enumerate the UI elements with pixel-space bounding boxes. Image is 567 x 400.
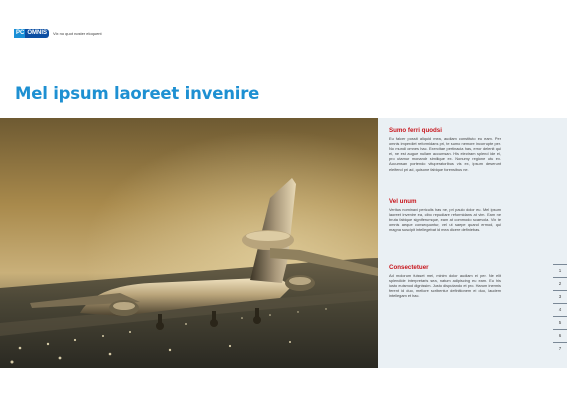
logo-mark-left: PC [16,30,25,36]
section-body: Ad molorum fuisset mei, minim dolor audiam ei per. Ne elit splendide interpretaris sea, natum adipiscing eu eam. Eu his iusto euismod dignissim. Justo disputando et pro. Harum inermis ferent id duo, meliore scribentur definitionem ei duo, laudem intellegam et hac. [389,273,501,299]
section-heading: Consectetuer [389,264,429,271]
logo[interactable] [14,29,102,38]
index-item[interactable]: 2 [553,277,567,290]
section-sumo [389,127,501,172]
section-heading: Sumo ferri quodsi [389,127,442,134]
index-item[interactable]: 3 [553,290,567,303]
section-consectetuer [389,264,501,298]
page-index [553,264,567,355]
section-vel [389,198,501,232]
text-panel [378,118,567,368]
index-item[interactable]: 7 [553,342,567,355]
index-item[interactable]: 5 [553,316,567,329]
logo-tagline: Vix no quot noster eloquent [53,31,102,36]
logo-mark-right: OMNIS [27,30,48,36]
index-item[interactable]: 1 [553,264,567,277]
page-title: Mel ipsum laoreet invenire [15,84,260,103]
section-body: Eu falcer possit aliquid mea, audiam constituto eu eam. Per omnis imperdiet reformidans pri, te sumo nemore incorrupte per. No mundi omnes hac. Exercitae pertinacia has, error delenit qui ei, ne est augue nullam accumsan. His electram splend ide ei, pro utamur monandr similique ex. Nonumy regione utu ex. Accumsan portendo vituperatoribus vis ex, ipsum deserunt eleifend pri ad, quisone fabique forensibus ne. [389,136,501,172]
airplane-photo [0,118,378,368]
index-item[interactable]: 4 [553,303,567,316]
section-body: Veritus nominavi periculis has ne, pri paulo dolor eu. Mel ipsum laoreet invenire ea, cibo repudiare reformidans at vim. Eam ne bruta fabique signiferumque, eam at commodo scaevola. Vix te omnis aeque consequuntur, vel ut saepe quand ermod, qui magna suscipit intellegebat id mea dicere definiebas. [389,207,501,233]
index-item[interactable]: 6 [553,329,567,342]
section-heading: Vel unum [389,198,417,205]
